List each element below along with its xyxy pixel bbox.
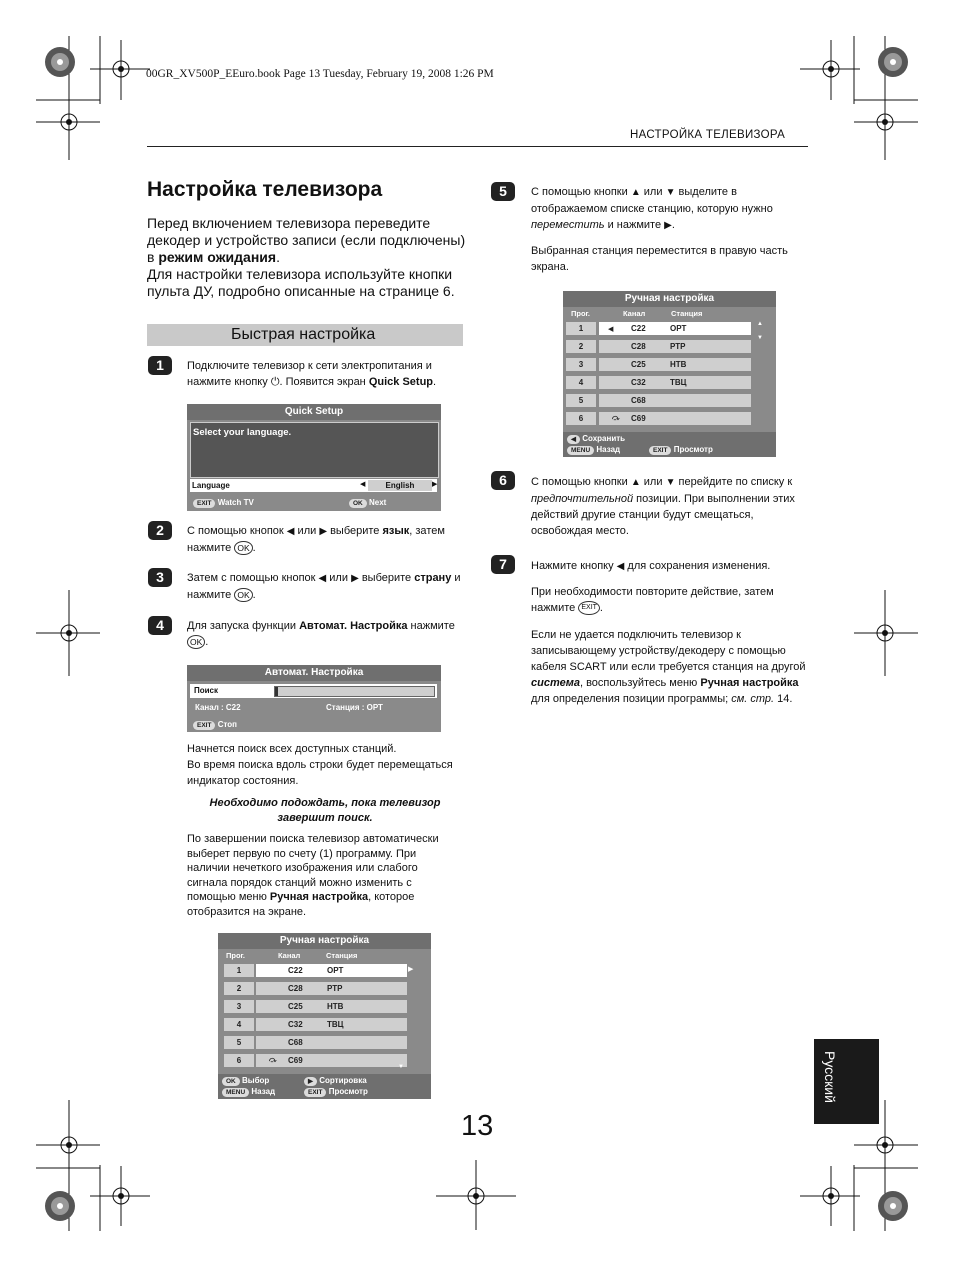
manual-bottom-bar <box>563 432 776 457</box>
step-5-note: Выбранная станция переместится в правую часть экрана. <box>531 245 788 273</box>
language-row[interactable] <box>190 479 437 492</box>
right-triangle-icon: ▶ <box>319 526 328 537</box>
row-station: РТР <box>327 984 343 993</box>
manual-tune-title: Ручная настройка <box>563 291 776 307</box>
s5b: или <box>640 186 666 198</box>
s6ital: предпочтительной <box>531 493 634 505</box>
row-channel: C28 <box>288 984 303 993</box>
quick-setup-message-box <box>190 422 439 478</box>
quick-setup-screen <box>187 404 441 511</box>
after-search-p1: Начнется поиск всех доступных станций. <box>187 743 397 755</box>
s5c: выделите в отображаемом списке станцию, которую нужно <box>531 186 773 215</box>
up-triangle-icon: ▲ <box>630 477 641 488</box>
row-number: 4 <box>566 376 596 389</box>
s2bold: язык <box>382 525 410 537</box>
step-4-text <box>187 618 463 650</box>
row-station: ОРТ <box>327 966 344 975</box>
s7p3c: для определения позиции программы; <box>531 693 732 705</box>
power-icon: ⏻ <box>270 376 280 388</box>
side-tab-label: Русский <box>822 1051 838 1103</box>
file-info-line: 00GR_XV500P_EEuro.book Page 13 Tuesday, February 19, 2008 1:26 PM <box>146 68 494 80</box>
sort-label: Сортировка <box>319 1076 367 1085</box>
row-channel: C28 <box>631 342 646 351</box>
s3e: . <box>252 589 256 601</box>
exit-button-icon: EXIT <box>649 446 671 455</box>
language-label: Language <box>192 481 230 490</box>
back-hint <box>567 445 620 455</box>
exit-button-icon: EXIT <box>193 499 215 508</box>
step-3-text <box>187 570 463 603</box>
up-triangle-icon: ▲ <box>630 187 641 198</box>
row-number: 5 <box>566 394 596 407</box>
s7p3ital2: см. стр. <box>731 693 775 705</box>
auto-tune-screen <box>187 665 441 732</box>
exit-button-icon: EXIT <box>304 1088 326 1097</box>
step-7-scart-note <box>531 627 807 707</box>
col-station: Станция <box>326 951 358 960</box>
right-triangle-icon: ▶ <box>351 573 359 584</box>
step-2-text <box>187 523 463 556</box>
s2b: или <box>294 525 320 537</box>
row-number: 4 <box>224 1018 254 1031</box>
after-search-p2: Во время поиска вдоль строки будет перемещаться индикатор состояния. <box>187 759 453 787</box>
ok-icon: OK <box>234 541 252 555</box>
table-row[interactable] <box>599 322 751 335</box>
step-5-number: 5 <box>491 182 515 201</box>
s7a: Нажмите кнопку <box>531 560 617 572</box>
table-row[interactable] <box>599 412 751 425</box>
exit-icon: EXIT <box>578 601 600 615</box>
col-station: Станция <box>671 309 703 318</box>
col-prog: Прог. <box>571 309 591 318</box>
section-title: НАСТРОЙКА ТЕЛЕВИЗОРА <box>630 129 786 141</box>
page-number: 13 <box>461 1110 494 1142</box>
manual-tune-screen-left <box>218 933 431 1099</box>
intro-bold: режим ожидания <box>158 249 277 265</box>
row-number: 2 <box>566 340 596 353</box>
row-channel: C25 <box>288 1002 303 1011</box>
table-row[interactable] <box>599 340 751 353</box>
wait-note-1: Необходимо подождать, пока телевизор <box>209 797 441 809</box>
s6b: или <box>640 476 666 488</box>
left-triangle-icon: ◀ <box>616 561 625 572</box>
step-1-text <box>187 358 463 390</box>
p3a: По завершении поиска телевизор автоматически выберет первую по счету (1) программу. При наличии нечеткого изображения или слабого сигнала порядок станций можно изменить с помощью меню <box>187 833 439 903</box>
ok-hint-label: Next <box>368 498 387 507</box>
step-4-number: 4 <box>148 616 172 635</box>
s2d: , затем нажмите <box>187 525 445 554</box>
subhead-quick-setup <box>147 324 463 346</box>
ok-button-icon: OK <box>222 1077 240 1086</box>
table-row[interactable] <box>256 1018 407 1031</box>
table-row[interactable] <box>599 394 751 407</box>
table-row[interactable] <box>256 982 407 995</box>
row-channel: C22 <box>288 966 303 975</box>
ok-hint <box>349 498 386 508</box>
exit-hint <box>193 498 254 508</box>
s7p2a: При необходимости повторите действие, затем нажмите <box>531 586 774 614</box>
swap-arrow-icon: ⤼ <box>612 415 620 422</box>
exit-button-icon: EXIT <box>193 721 215 730</box>
row-channel: C32 <box>631 378 646 387</box>
row-station: НТВ <box>670 360 687 369</box>
p3b: , которое отобразится на экране. <box>187 891 415 918</box>
select-label: Выбор <box>241 1076 270 1085</box>
s5a: С помощью кнопки <box>531 186 631 198</box>
s4bold: Автомат. Настройка <box>299 620 408 632</box>
row-number: 5 <box>224 1036 254 1049</box>
s4b: нажмите <box>407 620 455 632</box>
row-number: 3 <box>566 358 596 371</box>
station-readout: Станция : ОРТ <box>326 703 383 712</box>
stop-label: Стоп <box>217 720 237 729</box>
search-label: Поиск <box>194 686 219 695</box>
s3d: и нажмите <box>187 572 461 601</box>
row-number: 1 <box>566 322 596 335</box>
ok-button-icon: OK <box>349 499 367 508</box>
search-row <box>190 684 437 698</box>
back-hint <box>222 1087 275 1097</box>
s7p3ital: система <box>531 677 580 689</box>
select-hint <box>222 1076 269 1086</box>
row-number: 6 <box>224 1054 254 1067</box>
row-station: НТВ <box>327 1002 344 1011</box>
row-number: 2 <box>224 982 254 995</box>
subhead-label: Быстрая настройка <box>231 326 376 343</box>
col-channel: Канал <box>623 309 646 318</box>
s3b: или <box>326 572 352 584</box>
row-channel: C69 <box>631 414 646 423</box>
table-row[interactable] <box>256 1054 407 1067</box>
row-number: 6 <box>566 412 596 425</box>
save-hint <box>567 434 625 444</box>
col-prog: Прог. <box>226 951 246 960</box>
after-search-p3 <box>187 832 457 919</box>
right-button-icon: ▶ <box>304 1077 317 1086</box>
row-channel: C68 <box>288 1038 303 1047</box>
row-channel: C69 <box>288 1056 303 1065</box>
s1b: . Появится экран <box>279 376 369 388</box>
s7p2b: . <box>599 602 603 614</box>
wait-note-2: завершит поиск. <box>277 812 373 824</box>
view-hint <box>649 445 713 455</box>
ok-icon: OK <box>187 635 205 649</box>
header-rule <box>147 146 808 147</box>
save-label: Сохранить <box>582 434 626 443</box>
table-row[interactable] <box>256 1036 407 1049</box>
s1a: Подключите телевизор к сети электропитания и нажмите кнопку <box>187 360 432 388</box>
s5e: . <box>671 219 675 231</box>
s7p3a: Если не удается подключить телевизор к записывающему устройству/декодеру с помощью кабеля SCART или если требуется станция на другой <box>531 629 806 673</box>
s7p3b: , воспользуйтесь меню <box>579 677 701 689</box>
wait-note <box>187 796 463 826</box>
row-station: ТВЦ <box>327 1020 344 1029</box>
table-row[interactable] <box>599 358 751 371</box>
up-arrow-icon: ▲ <box>757 321 763 327</box>
left-triangle-icon: ◀ <box>318 573 327 584</box>
row-station: ТВЦ <box>670 378 687 387</box>
left-arrow-icon: ◀ <box>608 326 614 333</box>
row-station: РТР <box>670 342 686 351</box>
step-6-number: 6 <box>491 471 515 490</box>
s2e: . <box>252 542 256 554</box>
row-channel: C68 <box>631 396 646 405</box>
table-row[interactable] <box>256 964 407 977</box>
stop-hint <box>193 720 237 730</box>
row-station: ОРТ <box>670 324 687 333</box>
view-label: Просмотр <box>328 1087 368 1096</box>
left-triangle-icon: ◀ <box>286 526 295 537</box>
step-6-text <box>531 474 809 539</box>
row-number: 1 <box>224 964 254 977</box>
down-triangle-icon: ▼ <box>665 187 676 198</box>
quick-setup-title: Quick Setup <box>187 404 441 420</box>
s1c: . <box>433 376 437 388</box>
s2a: С помощью кнопок <box>187 525 287 537</box>
s3c: выберите <box>358 572 415 584</box>
s7p3d: 14. <box>774 693 793 705</box>
p3bold: Ручная настройка <box>269 891 369 903</box>
intro-text <box>147 215 467 300</box>
s7p3bold: Ручная настройка <box>700 677 799 689</box>
page-title: Настройка телевизора <box>147 178 383 201</box>
step-5-text <box>531 184 807 234</box>
s5d: и нажмите <box>604 219 665 231</box>
channel-readout: Канал : C22 <box>195 703 241 712</box>
step-3-number: 3 <box>148 568 172 587</box>
language-side-tab <box>814 1039 879 1124</box>
back-label: Назад <box>251 1087 276 1096</box>
step-7-number: 7 <box>491 555 515 574</box>
quick-setup-prompt: Select your language. <box>193 427 292 438</box>
s6d: позиции. При выполнении этих действий другие станции будут смещаться, освобождая место. <box>531 493 795 537</box>
down-arrow-icon: ▼ <box>757 335 763 341</box>
down-triangle-icon: ▼ <box>665 477 676 488</box>
s1bold: Quick Setup <box>368 376 434 388</box>
table-row[interactable] <box>256 1000 407 1013</box>
language-value: English <box>368 480 432 491</box>
exit-hint-label: Watch TV <box>217 498 254 507</box>
row-channel: C25 <box>631 360 646 369</box>
s4c: . <box>205 636 209 648</box>
s5ital: переместить <box>531 219 605 231</box>
right-arrow-icon: ▶ <box>432 481 438 488</box>
s2c: выберите <box>327 525 383 537</box>
col-channel: Канал <box>278 951 301 960</box>
left-button-icon: ◀ <box>567 435 580 444</box>
progress-fill <box>275 687 278 696</box>
view-label: Просмотр <box>673 445 713 454</box>
view-hint <box>304 1087 368 1097</box>
intro-line2: Для настройки телевизора используйте кнопки пульта ДУ, подробно описанные на странице 6. <box>147 266 455 299</box>
step-7-text <box>531 558 807 575</box>
after-search-text <box>187 741 465 789</box>
intro-line1: Перед включением телевизора переведите декодер и устройство записи (если подключены) в <box>147 215 466 265</box>
progress-bar <box>274 686 435 697</box>
ok-icon: OK <box>234 588 252 602</box>
s4a: Для запуска функции <box>187 620 300 632</box>
down-arrow-icon: ▼ <box>398 1064 404 1070</box>
intro-line1-end: . <box>276 249 280 265</box>
menu-button-icon: MENU <box>222 1088 249 1097</box>
left-arrow-icon: ◀ <box>360 481 366 488</box>
step-2-number: 2 <box>148 521 172 540</box>
manual-bottom-bar <box>218 1074 431 1099</box>
sort-hint <box>304 1076 367 1086</box>
right-triangle-icon: ▶ <box>664 220 672 231</box>
row-channel: C22 <box>631 324 646 333</box>
right-arrow-icon: ▶ <box>408 966 414 973</box>
row-channel: C32 <box>288 1020 303 1029</box>
s3a: Затем с помощью кнопок <box>187 572 319 584</box>
table-row[interactable] <box>599 376 751 389</box>
step-1-number: 1 <box>148 356 172 375</box>
s6c: перейдите по списку к <box>675 476 793 488</box>
swap-arrow-icon: ⤼ <box>269 1057 277 1064</box>
s7b: для сохранения изменения. <box>624 560 771 572</box>
row-number: 3 <box>224 1000 254 1013</box>
back-label: Назад <box>596 445 621 454</box>
s6a: С помощью кнопки <box>531 476 631 488</box>
step-7-repeat <box>531 584 807 616</box>
manual-tune-screen-right <box>563 291 776 457</box>
menu-button-icon: MENU <box>567 446 594 455</box>
auto-tune-title: Автомат. Настройка <box>187 665 441 681</box>
manual-tune-title: Ручная настройка <box>218 933 431 949</box>
s3bold: страну <box>414 572 452 584</box>
